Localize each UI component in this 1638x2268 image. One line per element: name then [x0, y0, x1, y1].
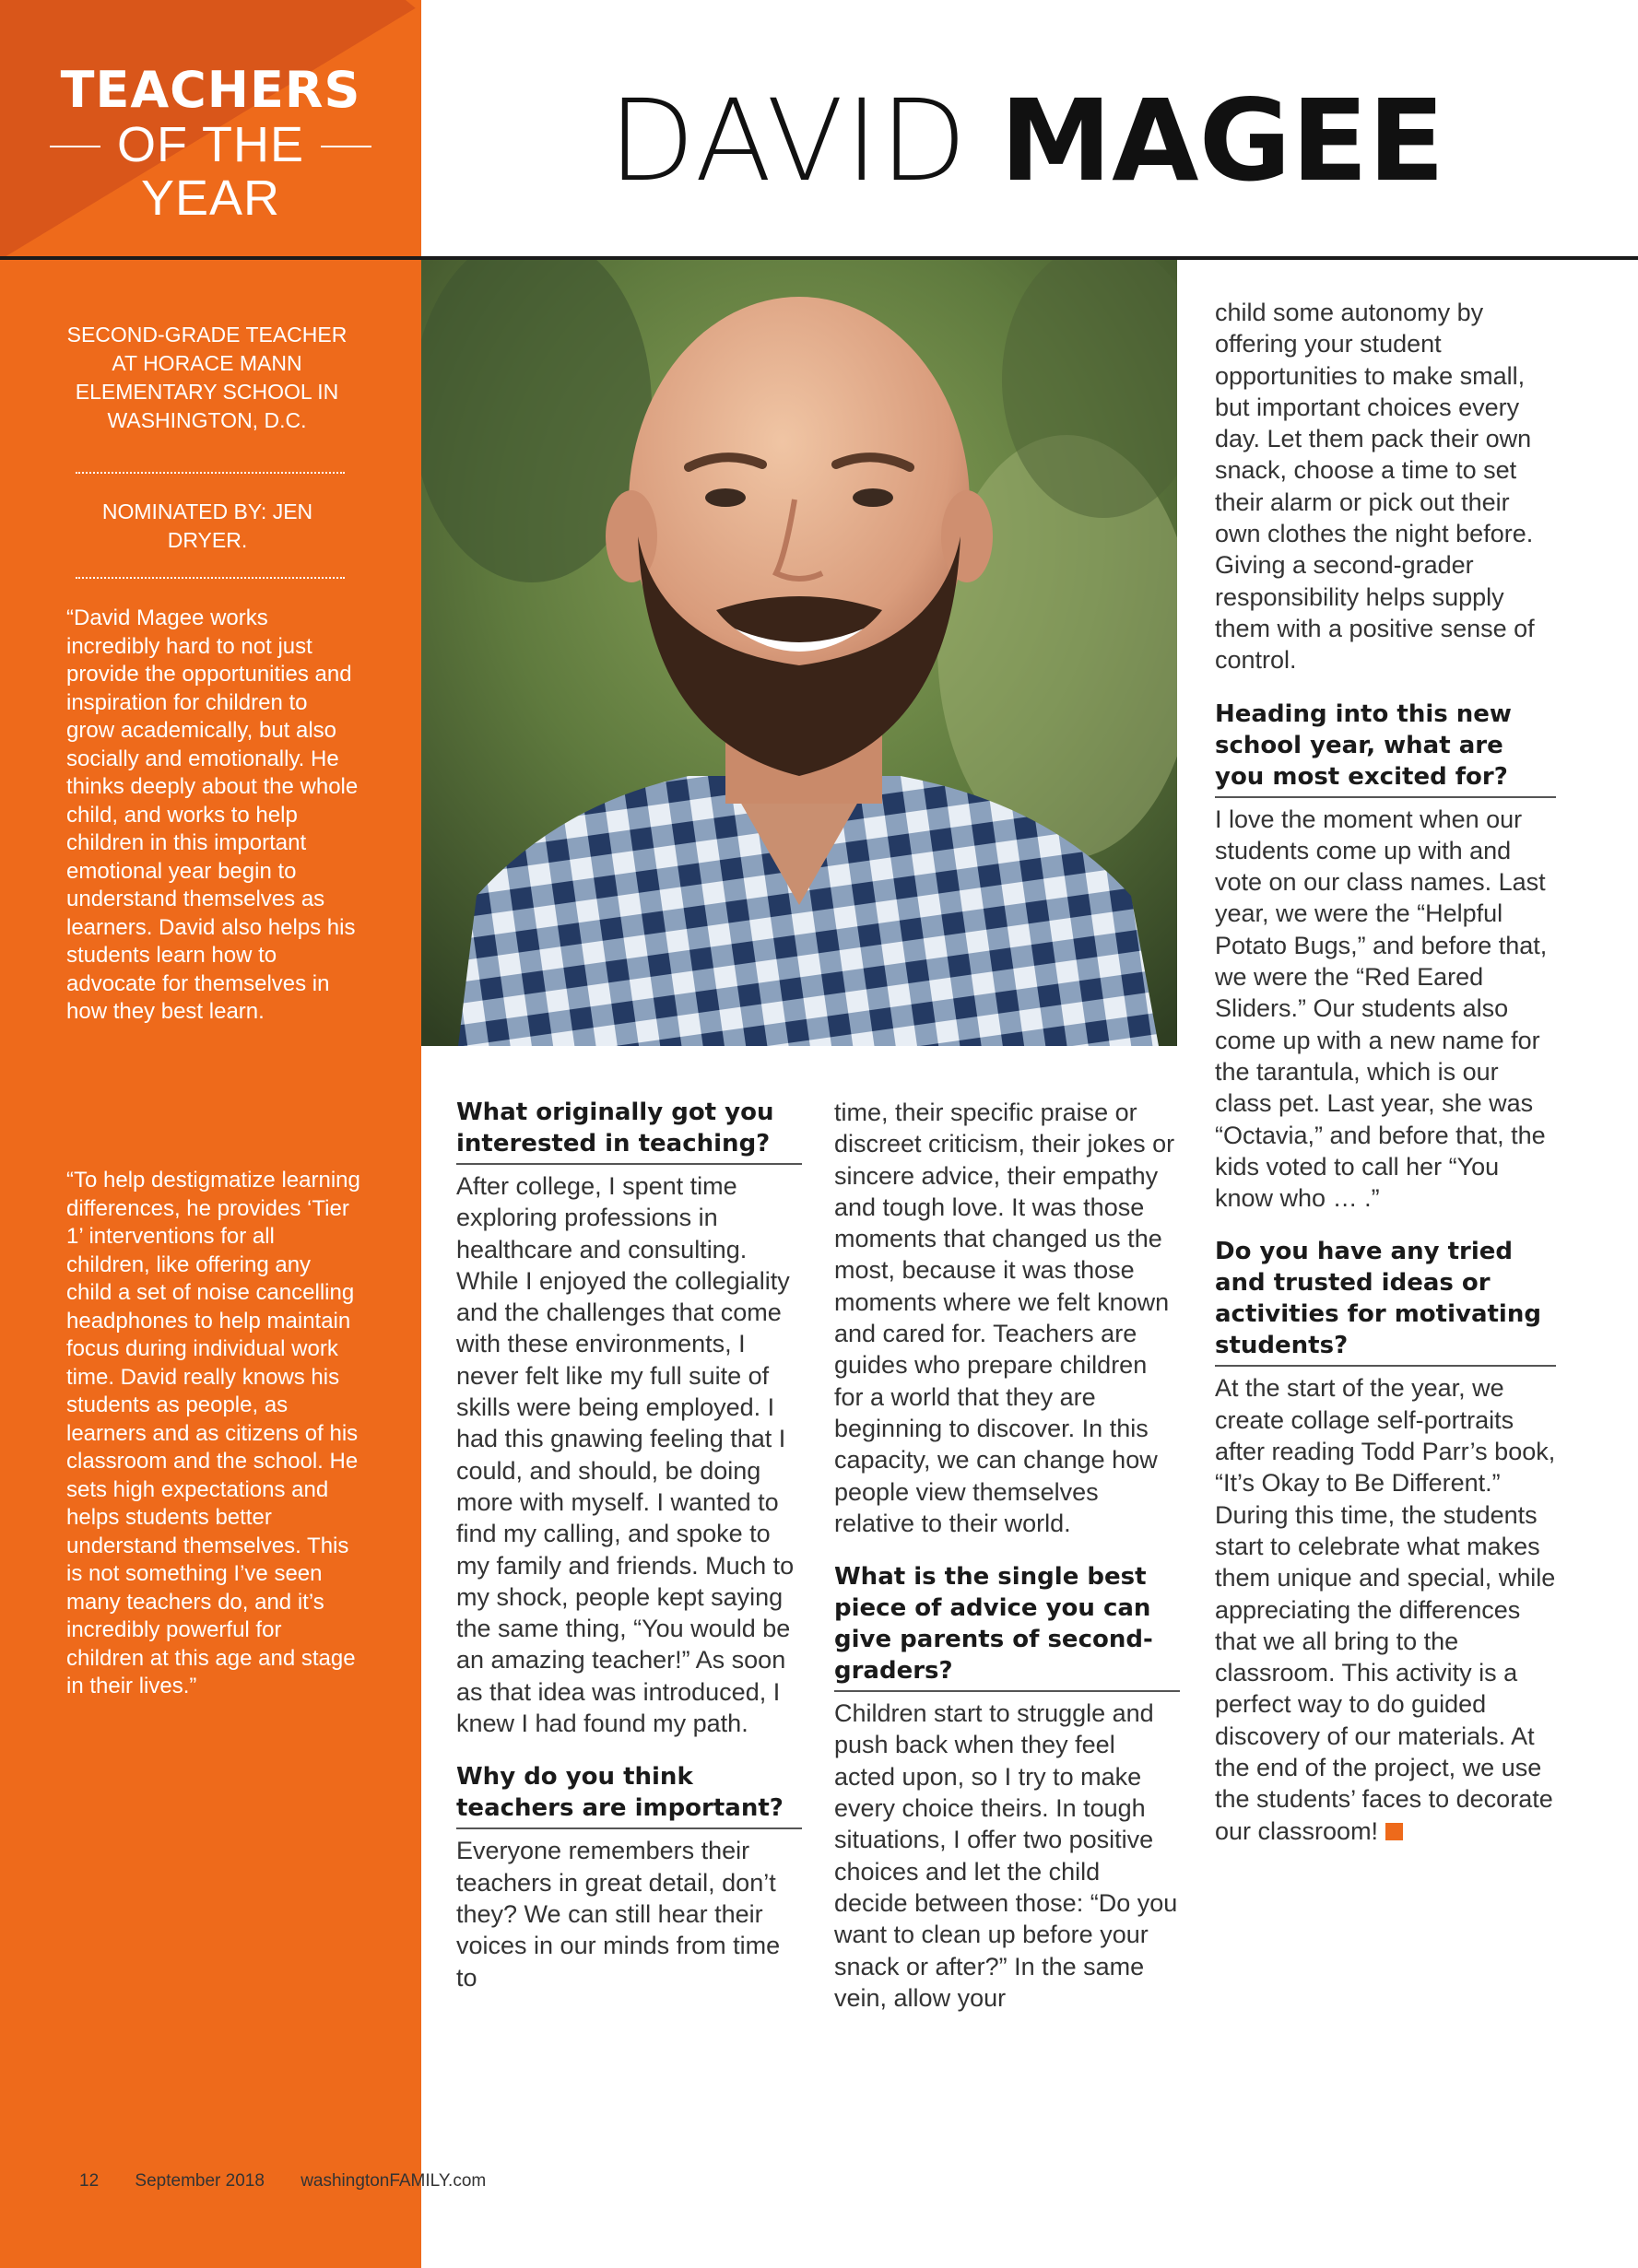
question-heading: Do you have any tried and trusted ideas or activities for motivating students?	[1215, 1236, 1556, 1367]
title-first-name: DAVID	[608, 76, 969, 206]
article-column-1	[456, 1097, 802, 2015]
question-heading: Why do you think teachers are important?	[456, 1761, 802, 1829]
question-heading: What originally got you interested in teaching?	[456, 1097, 802, 1165]
nominated-by: NOMINATED BY: JEN DRYER.	[101, 499, 313, 552]
title-last-name: MAGEE	[999, 76, 1445, 206]
answer-text: After college, I spent time exploring professions in healthcare and consulting. While I enjoyed the collegiality and the challenges that come with these environments, I never felt like my full suite of skills were being employed. I had this gnawing feeling that I could, and should, be doing more with myself. I wanted to find my calling, and spoke to my family and friends. Much to my shock, people kept saying the same thing, “You would be an amazing teacher!” As soon as that idea was introduced, I knew I had found my path.	[456, 1172, 795, 1738]
logo-rule-right	[321, 146, 371, 147]
answer-text: child some autonomy by offering your student opportunities to make small, but important choices every day. Let them pack their own snack, choose a time to set their alarm or pick out their own clothes the night before. Giving a second-grader responsibility helps supply them with a positive sense of control.	[1215, 299, 1535, 675]
logo-line-3: YEAR	[140, 170, 281, 226]
sidebar	[0, 0, 421, 2268]
teachers-of-the-year-logo	[0, 63, 421, 225]
end-mark-square-icon	[1385, 1823, 1403, 1840]
article-column-2	[834, 1097, 1180, 2036]
page-title	[608, 76, 1445, 206]
article-column-3	[1215, 297, 1556, 1869]
dotted-divider	[76, 472, 345, 474]
answer-text: time, their specific praise or discreet criticism, their jokes or sincere advice, their empathy and tough love. It was those moments that changed us the most, because it was those moments where we felt known and cared for. Teachers are guides who prepare children for a world that they are beginning to discover. In this capacity, we can change how people view themselves relative to their world.	[834, 1099, 1175, 1537]
website: washingtonFAMILY.com	[300, 2171, 487, 2191]
answer-text: Everyone remembers their teachers in great detail, don’t they? We can still hear their voices in our minds from time to	[456, 1837, 781, 1992]
question-heading: Heading into this new school year, what are you most excited for?	[1215, 699, 1556, 798]
answer-final-text: At the start of the year, we create collage self-portraits after reading Todd Parr’s book, “It’s Okay to Be Different.” During this time, the students start to celebrate what makes them unique and special, while appreciating the differences that we all bring to the classroom. This activity is a perfect way to do guided discovery of our materials. At the end of the project, we use the students’ faces to decorate our classroom!	[1215, 1374, 1556, 1845]
logo-line-1: TEACHERS	[60, 61, 361, 119]
nomination-quote-2: “To help destigmatize learning differences, he provides ‘Tier 1’ interventions for all children, like offering any child a set of noise cancelling headphones to help maintain focus during individual work time. David really knows his students as people, as learners and as citizens of his classroom and the school. He sets high expectations and helps students better understand themselves. This is not something I’ve seen many teachers do, and it’s incredibly powerful for children at this age and stage in their lives.”	[66, 1168, 360, 1698]
page-number: 12	[79, 2171, 100, 2191]
page-footer	[79, 2171, 517, 2192]
answer-text: I love the moment when our students come up with and vote on our class names. Last year, we were the “Helpful Potato Bugs,” and before that, we were the “Red Eared Sliders.” Our students also come up with a new name for the tarantula, which is our class pet. Last year, she was “Octavia,” and before that, the kids voted to call her “You know who … .”	[1215, 805, 1548, 1213]
question-heading: What is the single best piece of advice you can give parents of second-graders?	[834, 1561, 1180, 1692]
dotted-divider	[76, 577, 345, 579]
answer-text	[1215, 1372, 1556, 1846]
logo-line-2: OF THE	[116, 117, 304, 172]
answer-text: Children start to struggle and push back when they feel acted upon, so I try to make every choice theirs. In tough situations, I offer two positive choices and let the child decide between those: “Do you want to clean up before your snack or after?” In the same vein, allow your	[834, 1699, 1178, 2012]
logo-rule-left	[50, 146, 100, 147]
teacher-role: SECOND-GRADE TEACHER AT HORACE MANN ELEMENTARY SCHOOL IN WASHINGTON, D.C.	[66, 323, 348, 432]
teacher-portrait-photo	[421, 260, 1177, 1046]
issue-date: September 2018	[135, 2171, 265, 2191]
nomination-quote-1: “David Magee works incredibly hard to not just provide the opportunities and inspiration for children to grow academically, but also socially and emotionally. He thinks deeply about the whole child, and works to help children in this important emotional year begin to understand themselves as learners. David also helps his students learn how to advocate for themselves in how they best learn.	[66, 605, 359, 1024]
